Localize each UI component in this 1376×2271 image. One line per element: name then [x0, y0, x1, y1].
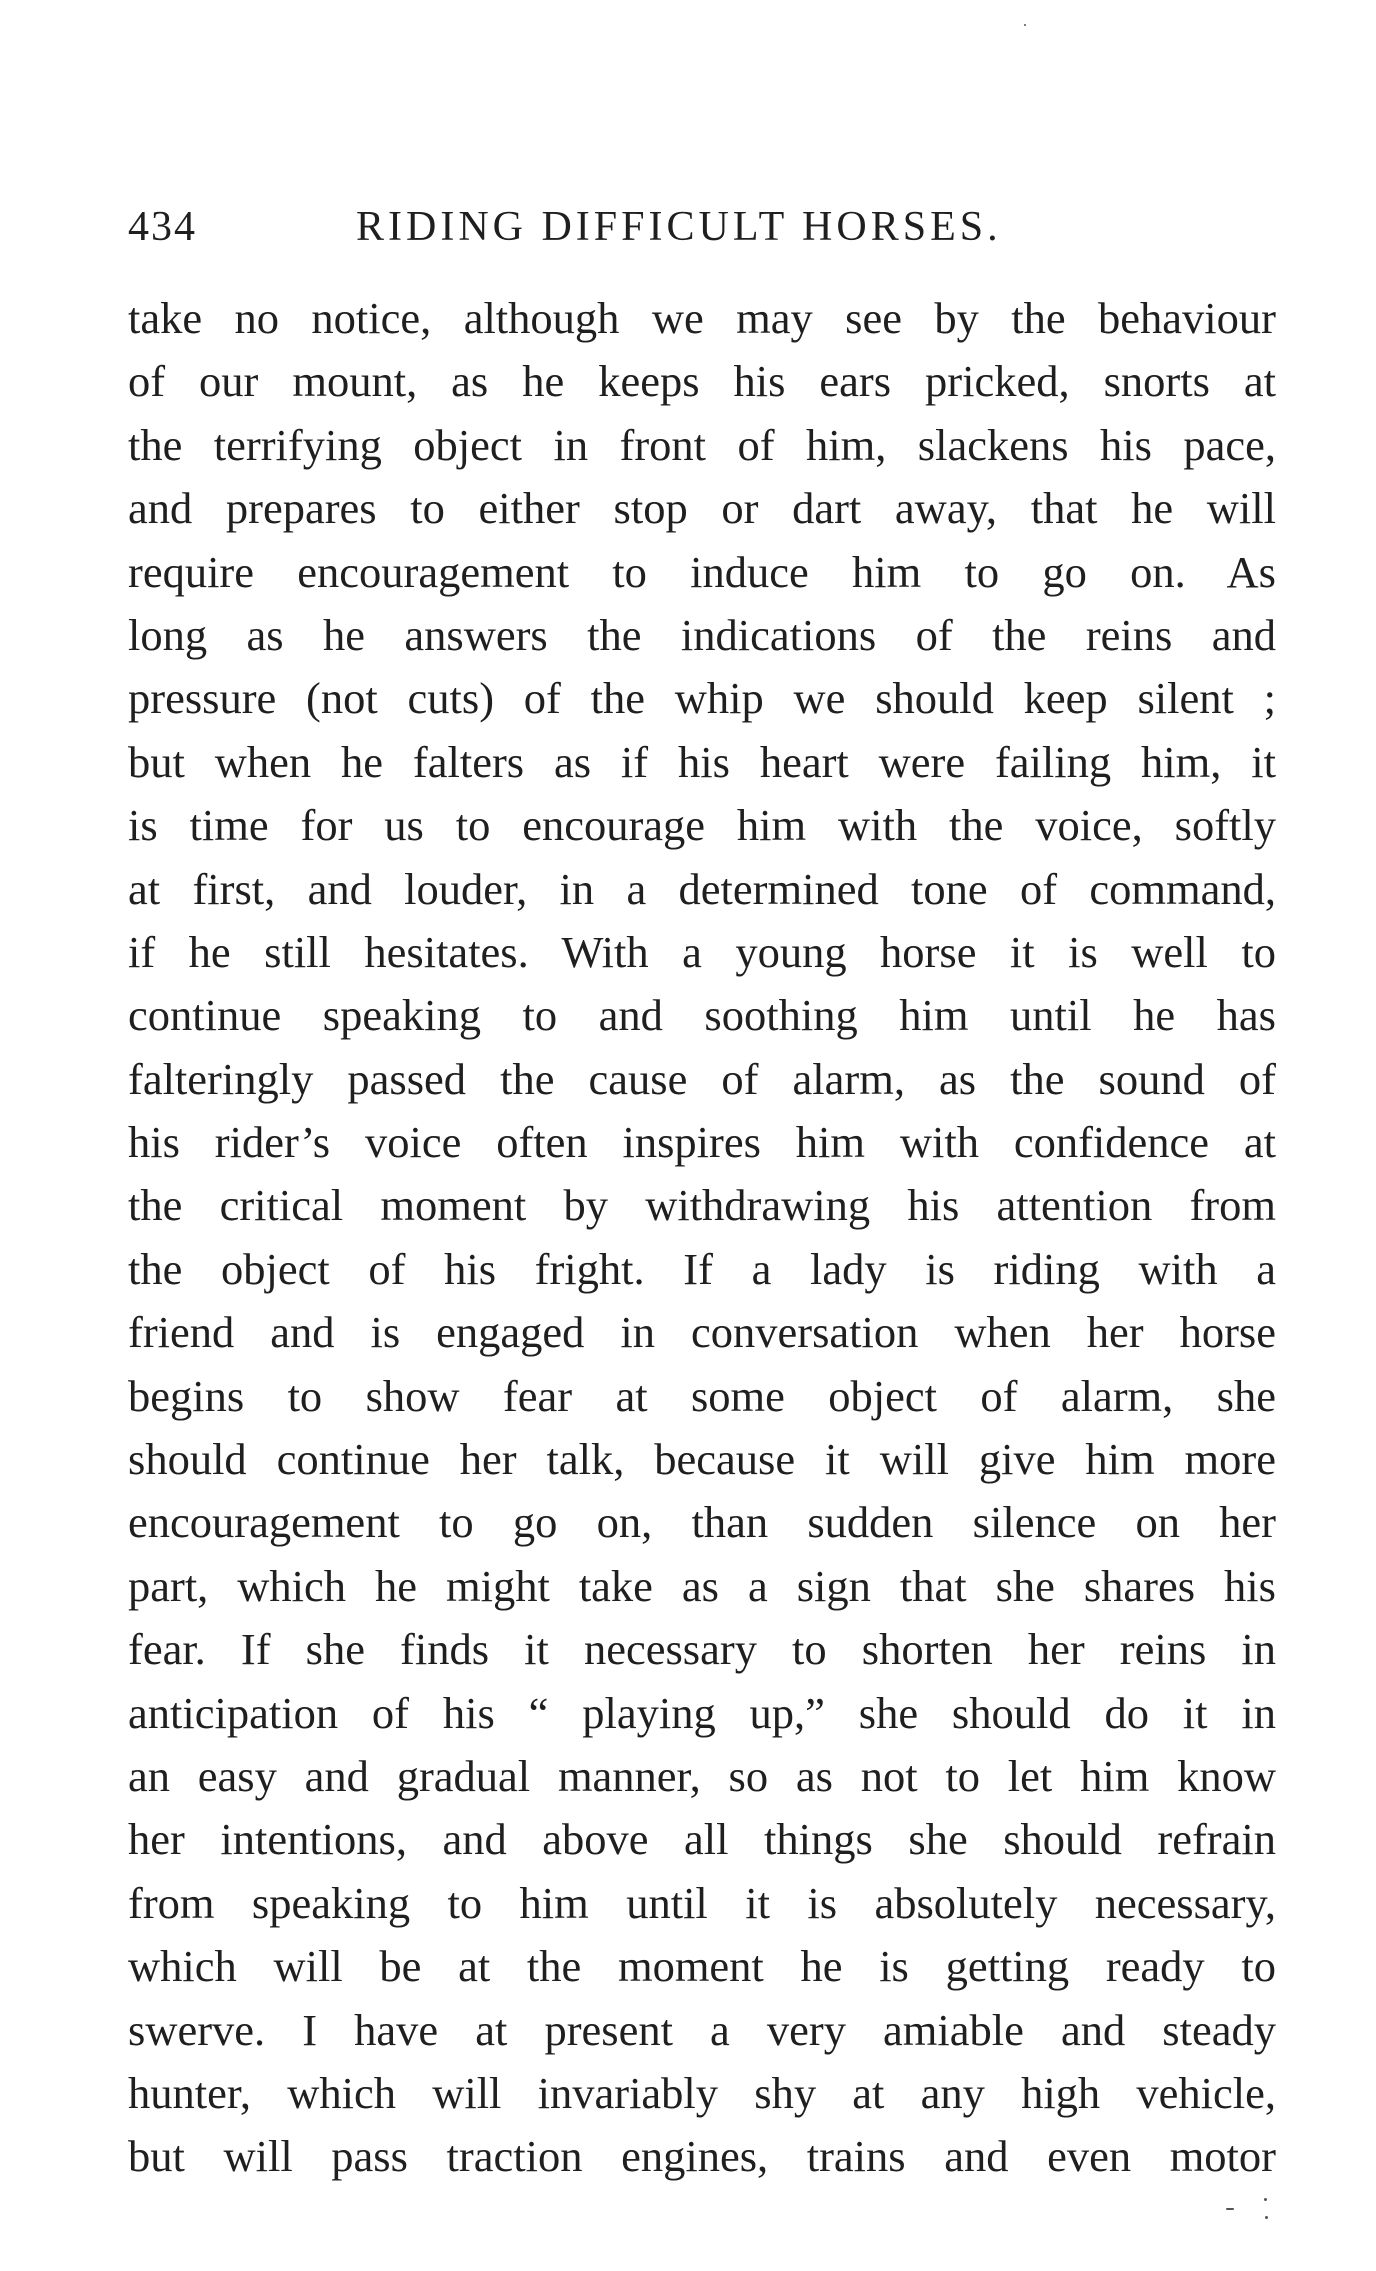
text-line: is time for us to encourage him with the voice, softly [128, 800, 1276, 851]
text-line: anticipation of his “ playing up,” she should do it in [128, 1687, 1276, 1738]
text-line: take no notice, although we may see by the behaviour [128, 293, 1276, 343]
text-line: an easy and gradual manner, so as not to let him know [128, 1750, 1276, 1801]
print-speck [1264, 2198, 1267, 2201]
text-line: if he still hesitates. With a young horse it is well to [128, 926, 1276, 977]
running-head [128, 203, 1276, 263]
text-line: from speaking to him until it is absolutely necessary, [128, 1877, 1276, 1928]
text-line: but will pass traction engines, trains and even motor [128, 2131, 1276, 2182]
print-speck [1024, 24, 1026, 26]
text-line: and prepares to either stop or dart away, that he will [128, 483, 1276, 534]
text-line: the object of his fright. If a lady is riding with a [128, 1243, 1276, 1294]
text-line: swerve. I have at present a very amiable and steady [128, 2004, 1276, 2055]
text-line: long as he answers the indications of the reins and [128, 609, 1276, 660]
text-line: hunter, which will invariably shy at any high vehicle, [128, 2067, 1276, 2118]
text-line: friend and is engaged in conversation when her horse [128, 1307, 1276, 1358]
text-line: his rider’s voice often inspires him with confidence at [128, 1117, 1276, 1168]
body-text [128, 287, 1276, 2189]
text-line: pressure (not cuts) of the whip we should keep silent ; [128, 673, 1276, 724]
running-title: RIDING DIFFICULT HORSES. [356, 204, 1002, 250]
text-line: at first, and louder, in a determined tone of command, [128, 863, 1276, 914]
text-line: begins to show fear at some object of alarm, she [128, 1370, 1276, 1421]
text-line: of our mount, as he keeps his ears pricked, snorts at [128, 356, 1276, 407]
text-line: require encouragement to induce him to go on. As [128, 546, 1276, 597]
text-line: continue speaking to and soothing him until he has [128, 990, 1276, 1041]
text-line: which will be at the moment he is getting ready to [128, 1941, 1276, 1992]
text-line: but when he falters as if his heart were failing him, it [128, 736, 1276, 787]
print-speck [1265, 2216, 1268, 2219]
text-line: part, which he might take as a sign that she shares his [128, 1560, 1276, 1611]
print-speck [1226, 2208, 1234, 2210]
text-line: encouragement to go on, than sudden silence on her [128, 1497, 1276, 1548]
text-line: should continue her talk, because it will give him more [128, 1434, 1276, 1485]
text-line: falteringly passed the cause of alarm, as the sound of [128, 1053, 1276, 1104]
page-number: 434 [128, 204, 197, 250]
text-line: fear. If she finds it necessary to shorten her reins in [128, 1624, 1276, 1675]
text-line: the critical moment by withdrawing his attention from [128, 1180, 1276, 1231]
text-line: her intentions, and above all things she should refrain [128, 1814, 1276, 1865]
text-line: the terrifying object in front of him, slackens his pace, [128, 419, 1276, 470]
